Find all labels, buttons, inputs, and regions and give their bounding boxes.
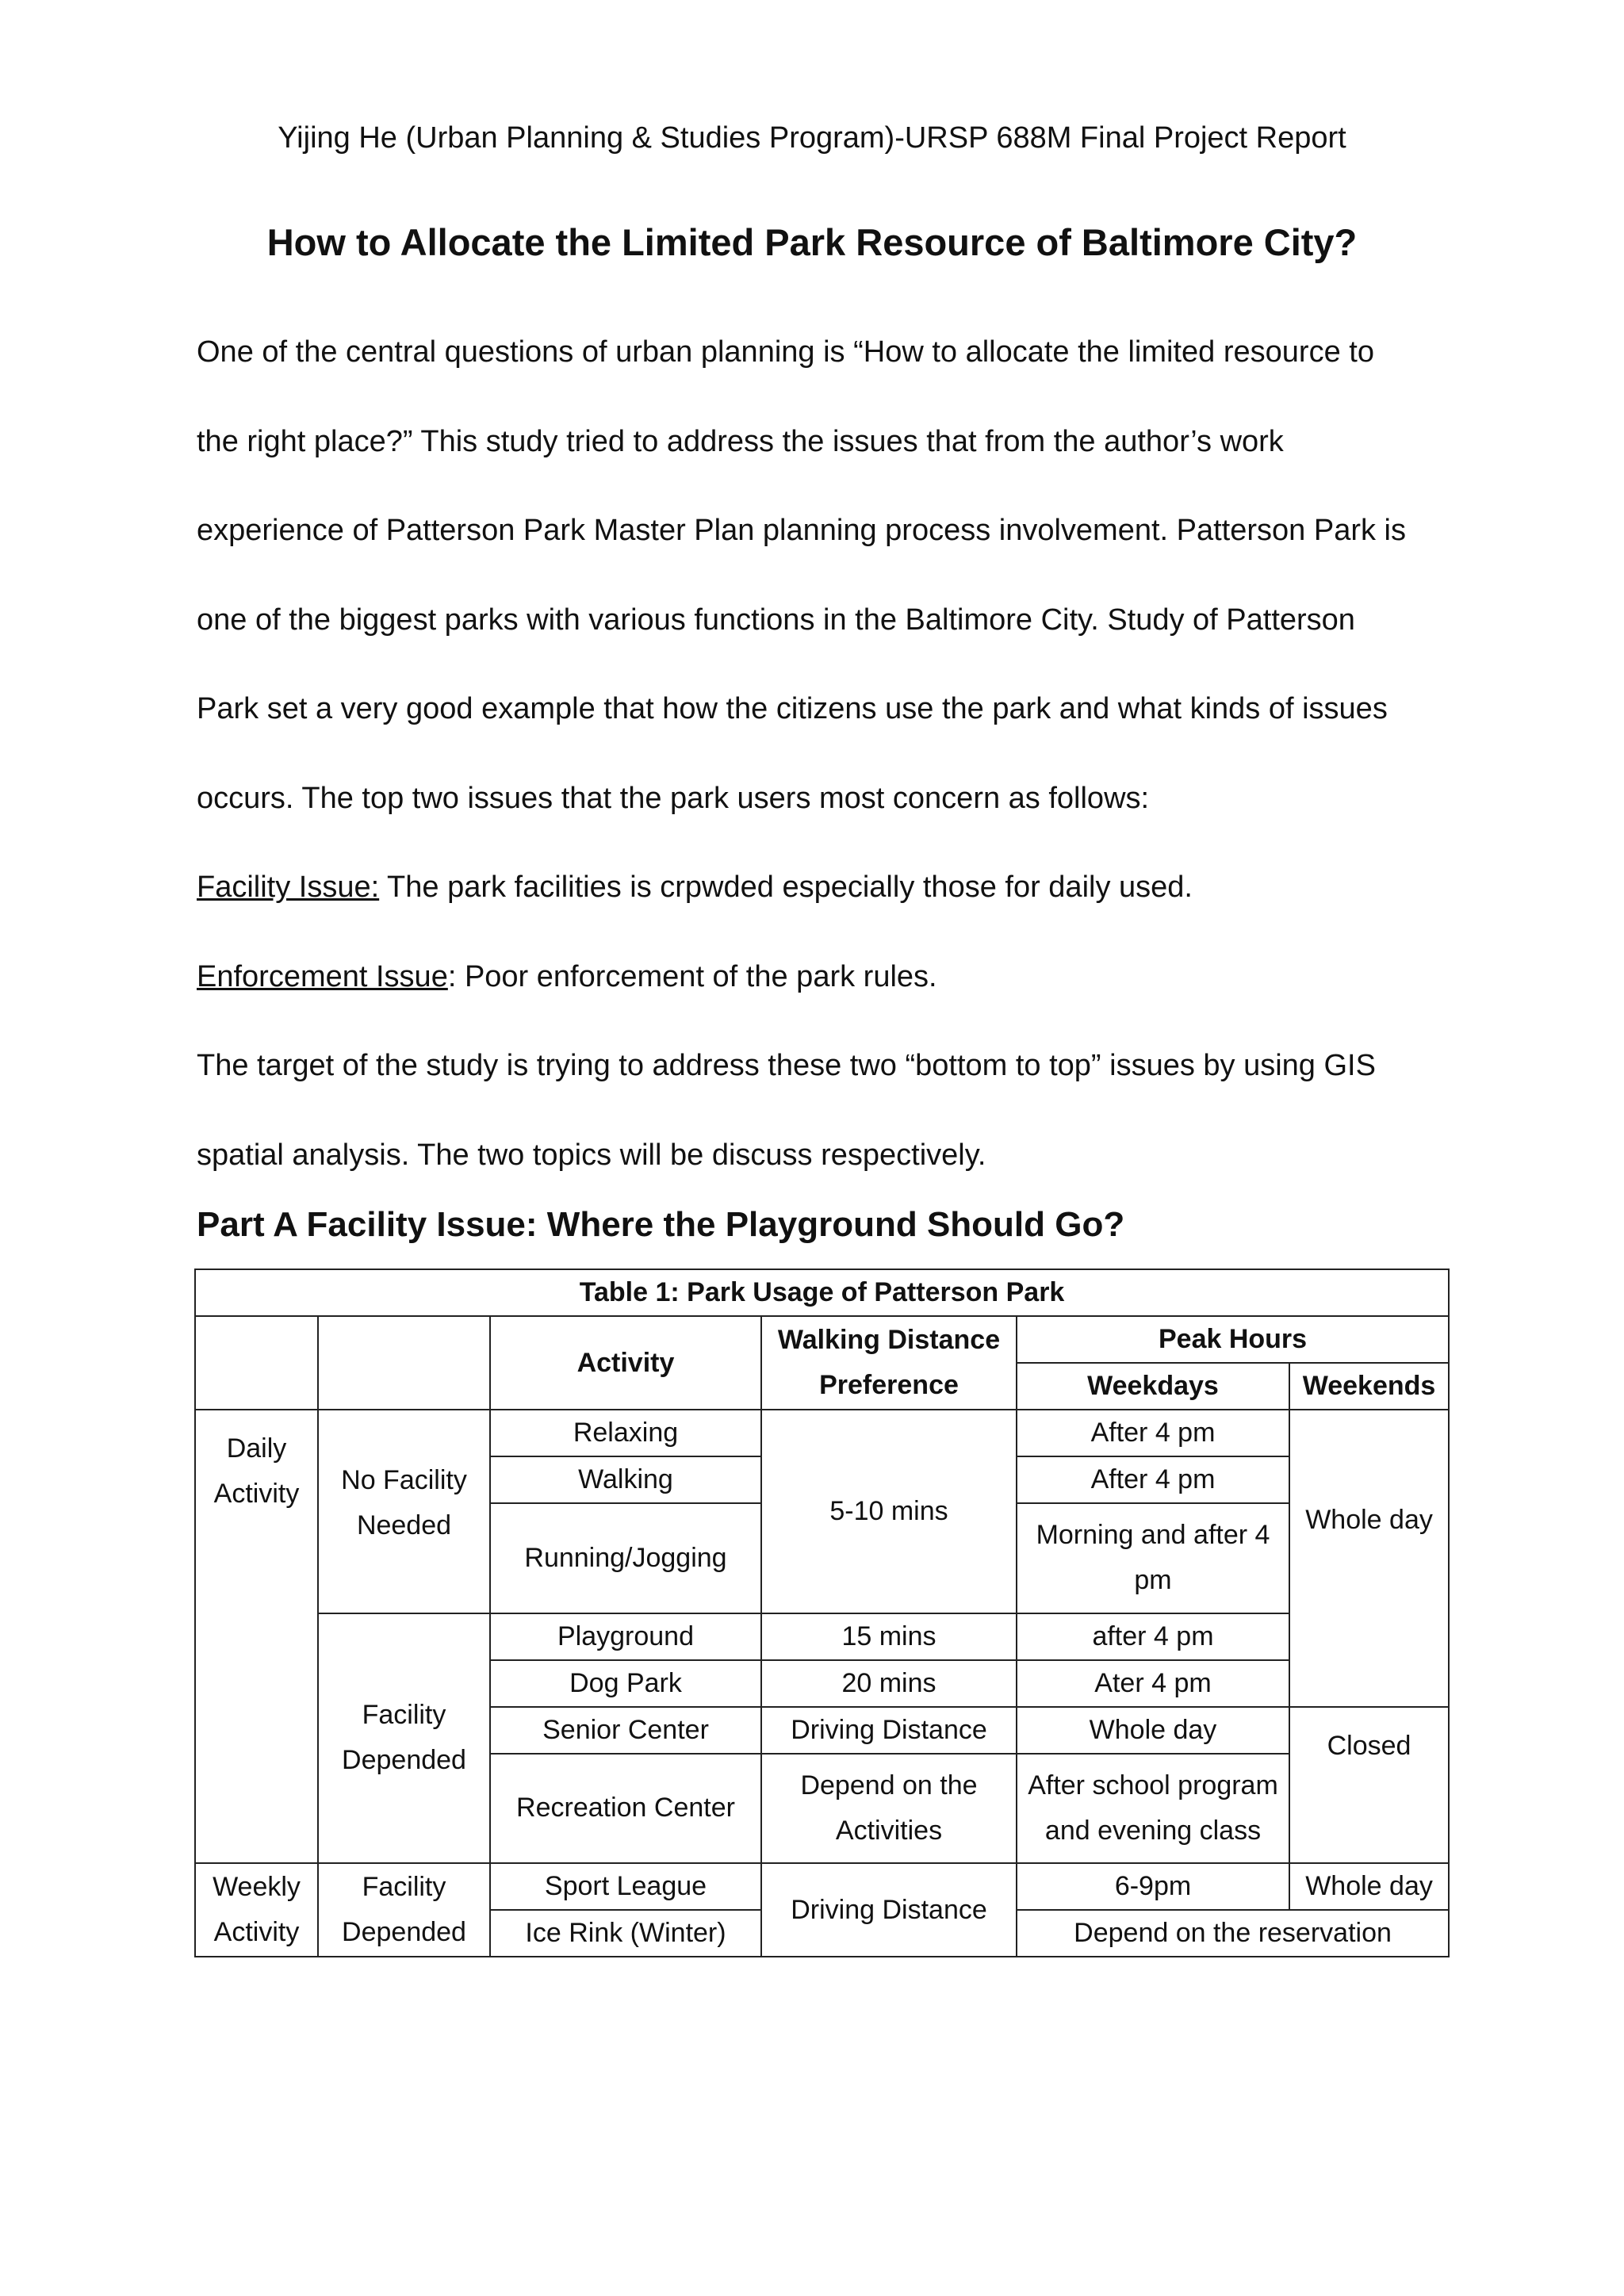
facility-issue-text: The park facilities is crpwded especially those for daily used. <box>379 871 1193 904</box>
activity-cell: Recreation Center <box>490 1754 761 1864</box>
header-activity: Activity <box>490 1316 761 1410</box>
activity-cell: Running/Jogging <box>490 1503 761 1613</box>
group-daily-activity: Daily Activity <box>195 1410 318 1863</box>
intro-line: experience of Patterson Park Master Plan planning process involvement. Patterson Park is <box>197 514 1406 547</box>
weekdays-cell: 6-9pm <box>1017 1863 1289 1910</box>
table-caption: Table 1: Park Usage of Patterson Park <box>195 1269 1449 1316</box>
intro-line: One of the central questions of urban planning is “How to allocate the limited resource to <box>197 335 1374 369</box>
target-line: The target of the study is trying to address these two “bottom to top” issues by using GIS <box>197 1049 1376 1082</box>
weekends-cell: Whole day <box>1289 1410 1449 1707</box>
facility-issue-label: Facility Issue: <box>197 871 380 904</box>
group-facility-depended: Facility Depended <box>318 1613 490 1864</box>
page-header: Yijing He (Urban Planning & Studies Program)-URSP 688M Final Project Report <box>278 121 1346 155</box>
activity-cell: Playground <box>490 1613 761 1660</box>
distance-cell: 5-10 mins <box>761 1410 1017 1613</box>
weekdays-cell: After 4 pm <box>1017 1456 1289 1503</box>
weekdays-cell: after 4 pm <box>1017 1613 1289 1660</box>
intro-line: the right place?” This study tried to address the issues that from the author’s work <box>197 424 1284 458</box>
header-weekends: Weekends <box>1289 1363 1449 1410</box>
header-peak-hours: Peak Hours <box>1017 1316 1449 1363</box>
group-no-facility-needed: No Facility Needed <box>318 1410 490 1613</box>
group-weekly-activity: Weekly Activity <box>195 1863 318 1957</box>
peak-hours-cell: Depend on the reservation <box>1017 1910 1449 1957</box>
weekdays-cell: Whole day <box>1017 1707 1289 1754</box>
enforcement-issue-label: Enforcement Issue <box>197 959 448 993</box>
park-usage-table <box>194 1269 1450 1957</box>
header-blank-cell <box>318 1316 490 1410</box>
body-text <box>197 308 1450 1200</box>
group-weekly-facility-depended: Facility Depended <box>318 1863 490 1957</box>
activity-cell: Senior Center <box>490 1707 761 1754</box>
distance-cell: Driving Distance <box>761 1863 1017 1957</box>
weekdays-cell: Ater 4 pm <box>1017 1660 1289 1707</box>
activity-cell: Walking <box>490 1456 761 1503</box>
enforcement-issue-text: : Poor enforcement of the park rules. <box>447 959 937 993</box>
part-a-heading: Part A Facility Issue: Where the Playground Should Go? <box>197 1205 1125 1244</box>
header-blank-cell <box>195 1316 318 1410</box>
distance-cell: Driving Distance <box>761 1707 1017 1754</box>
weekends-cell: Whole day <box>1289 1863 1449 1910</box>
weekdays-cell: After 4 pm <box>1017 1410 1289 1456</box>
enforcement-issue-line <box>197 932 1450 1022</box>
intro-line: Park set a very good example that how the citizens use the park and what kinds of issues <box>197 692 1388 725</box>
distance-cell: 15 mins <box>761 1613 1017 1660</box>
intro-line: occurs. The top two issues that the park users most concern as follows: <box>197 781 1150 815</box>
weekdays-cell: After school program and evening class <box>1017 1754 1289 1864</box>
intro-line: one of the biggest parks with various functions in the Baltimore City. Study of Patterson <box>197 603 1355 637</box>
header-walking-distance: Walking Distance Preference <box>761 1316 1017 1410</box>
weekdays-cell: Morning and after 4 pm <box>1017 1503 1289 1613</box>
activity-cell: Dog Park <box>490 1660 761 1707</box>
activity-cell: Relaxing <box>490 1410 761 1456</box>
activity-cell: Sport League <box>490 1863 761 1910</box>
target-line: spatial analysis. The two topics will be discuss respectively. <box>197 1138 986 1172</box>
activity-cell: Ice Rink (Winter) <box>490 1910 761 1957</box>
facility-issue-line <box>197 843 1450 932</box>
document-title: How to Allocate the Limited Park Resource of Baltimore City? <box>266 221 1358 263</box>
distance-cell: Depend on the Activities <box>761 1754 1017 1864</box>
distance-cell: 20 mins <box>761 1660 1017 1707</box>
header-weekdays: Weekdays <box>1017 1363 1289 1410</box>
weekends-cell: Closed <box>1289 1707 1449 1864</box>
